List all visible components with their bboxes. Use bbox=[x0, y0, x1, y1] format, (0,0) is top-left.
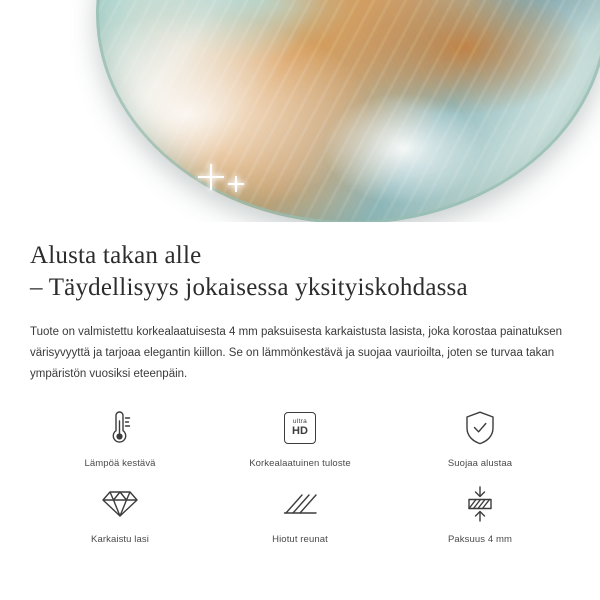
product-description: Tuote on valmistettu korkealaatuisesta 4 mm paksuisesta karkaistusta lasista, joka korostaa painatuksen värisyvyyttä ja tarjoaa elegantin kiillon. Se on lämmönkestävä ja suojaa vaurioilta, joten se turvaa takan ympäristön vuosiksi eteenpäin. bbox=[30, 326, 563, 380]
feature-label: Lämpöä kestävä bbox=[84, 458, 156, 469]
ultra-hd-bottom-label: HD bbox=[292, 425, 308, 438]
thickness-arrows-icon bbox=[463, 483, 497, 525]
shield-check-icon bbox=[464, 407, 496, 449]
feature-thickness bbox=[390, 483, 570, 545]
polished-edges-icon bbox=[282, 483, 318, 525]
feature-label: Suojaa alustaa bbox=[447, 458, 513, 469]
hero-image bbox=[0, 0, 600, 222]
content-area bbox=[0, 240, 600, 545]
feature-label: Korkealaatuinen tuloste bbox=[249, 458, 351, 469]
feature-label: Paksuus 4 mm bbox=[447, 534, 513, 545]
feature-label: Karkaistu lasi bbox=[91, 534, 149, 545]
feature-heat-resistant bbox=[30, 407, 210, 469]
diamond-icon bbox=[101, 483, 139, 525]
feature-label: Hiotut reunat bbox=[272, 534, 328, 545]
feature-tempered-glass bbox=[30, 483, 210, 545]
page-title bbox=[30, 240, 570, 304]
feature-high-quality-print bbox=[210, 407, 390, 469]
ultra-hd-icon bbox=[284, 407, 316, 449]
ultra-hd-top-label: ultra bbox=[292, 417, 308, 425]
page-title-line-1: Alusta takan alle bbox=[30, 242, 202, 269]
thermometer-icon bbox=[103, 407, 137, 449]
feature-polished-edges bbox=[210, 483, 390, 545]
marble-texture-overlay bbox=[96, 0, 600, 222]
page-title-line-2: – Täydellisyys jokaisessa yksityiskohdassa bbox=[30, 274, 468, 301]
round-marble-glass-picture bbox=[96, 0, 600, 222]
feature-protects-surface bbox=[390, 407, 570, 469]
feature-grid bbox=[30, 407, 570, 545]
